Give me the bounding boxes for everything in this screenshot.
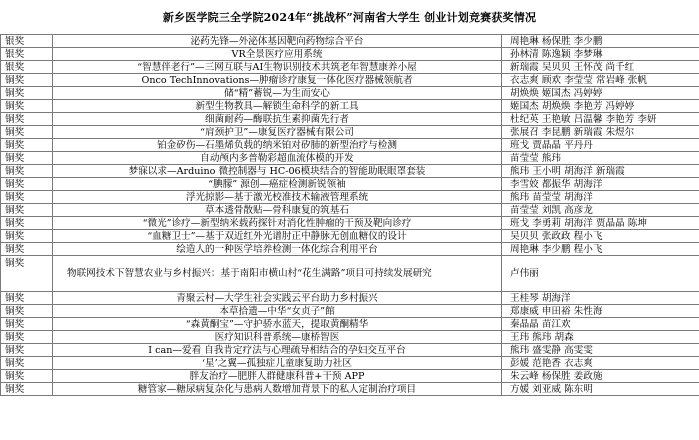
team-members-cell: 秦晶晶 苗江欢 — [502, 318, 699, 331]
award-cell: 铜奖 — [1, 256, 53, 292]
project-name-cell: 梦寐以求—Arduino 微控制器与 HC-06模块结合的智能助眠眼罩套装 — [53, 165, 502, 178]
project-name-cell: 医疗知识科普系统—康桥智医 — [53, 331, 502, 344]
table-row — [1, 383, 699, 396]
team-members-cell: 杜纪英 王艳敏 吕温馨 李艳芳 李妍 — [502, 113, 699, 126]
project-name-cell: 自动颅内多普勒彩超血流体模的开发 — [53, 152, 502, 165]
award-cell: 铜奖 — [1, 165, 53, 178]
team-members-cell: 熊玮 苗莹莹 胡海洋 — [502, 191, 699, 204]
table-row — [1, 178, 699, 191]
table-row — [1, 74, 699, 87]
team-members-cell: 新瑞霞 吴贝贝 王怀茂 尚千红 — [502, 61, 699, 74]
team-members-cell: 班戈 贾晶晶 平丹丹 — [502, 139, 699, 152]
team-members-cell: 熊玮 盛雯静 高雯雯 — [502, 344, 699, 357]
award-cell: 铜奖 — [1, 243, 53, 256]
team-members-cell: 胡焕焕 姬国杰 冯婷婷 — [502, 87, 699, 100]
table-row — [1, 48, 699, 61]
team-members-cell: 苗莹莹 熊玮 — [502, 152, 699, 165]
table-row — [1, 191, 699, 204]
team-members-cell: 苗莹莹 刘凯 高彦龙 — [502, 204, 699, 217]
award-cell: 铜奖 — [1, 230, 53, 243]
award-cell: 铜奖 — [1, 100, 53, 113]
project-name-cell: ‘星’之翼—孤独症儿童康复助力社区 — [53, 357, 502, 370]
award-cell: 铜奖 — [1, 191, 53, 204]
project-name-cell: “肩颈护卫”—康复医疗器械有限公司 — [53, 126, 502, 139]
table-row — [1, 113, 699, 126]
awards-table-body — [1, 35, 699, 396]
project-name-cell: “智慧伴老行”—三网互联与AI生物识别技术共筑老年智慧康养小屋 — [53, 61, 502, 74]
award-cell: 银奖 — [1, 48, 53, 61]
table-row — [1, 126, 699, 139]
project-name-cell: 本草拾遗—中华“女贞子”館 — [53, 305, 502, 318]
awards-table — [0, 34, 699, 396]
award-cell: 铜奖 — [1, 217, 53, 230]
project-name-cell: VR全景医疗应用系统 — [53, 48, 502, 61]
team-members-cell: 周艳琳 杨保胜 李少鹏 — [502, 35, 699, 48]
project-name-cell: 新型生物教具—解锁生命科学的新工具 — [53, 100, 502, 113]
award-cell: 铜奖 — [1, 126, 53, 139]
table-row — [1, 87, 699, 100]
team-members-cell: 孙林清 陈逸颖 李梦琳 — [502, 48, 699, 61]
project-name-cell: 草本透骨散贴—骨科康复的筑基石 — [53, 204, 502, 217]
team-members-cell: 王桂琴 胡海洋 — [502, 292, 699, 305]
award-cell: 铜奖 — [1, 370, 53, 383]
project-name-cell: Onco TechInnovations—肿瘤诊疗康复一体化医疗器械领航者 — [53, 74, 502, 87]
table-row — [1, 35, 699, 48]
table-row — [1, 61, 699, 74]
team-members-cell: 卢伟丽 — [502, 256, 699, 292]
project-name-cell: “腆朦” 源创—癌症检测新锐领袖 — [53, 178, 502, 191]
table-row — [1, 165, 699, 178]
table-row — [1, 139, 699, 152]
table-row — [1, 331, 699, 344]
award-cell: 铜奖 — [1, 292, 53, 305]
award-cell: 铜奖 — [1, 87, 53, 100]
table-row — [1, 357, 699, 370]
project-name-cell: 浮光掠影—基于激光校准技术输液管理系统 — [53, 191, 502, 204]
project-name-cell: 胖友治疗—肥胖人群健康科普+干预 APP — [53, 370, 502, 383]
team-members-cell: 张展召 李昆鹏 新瑞霞 朱煜尔 — [502, 126, 699, 139]
award-cell: 铜奖 — [1, 113, 53, 126]
team-members-cell: 周艳琳 李少鹏 程小飞 — [502, 243, 699, 256]
award-cell: 铜奖 — [1, 178, 53, 191]
table-row — [1, 256, 699, 292]
project-name-cell: “森黄酮宝”—守护骄水蓝天，提取黄酮精华 — [53, 318, 502, 331]
table-row — [1, 100, 699, 113]
award-cell: 铜奖 — [1, 74, 53, 87]
table-row — [1, 305, 699, 318]
project-name-cell: 物联网技术下智慧农业与乡村振兴：基于南阳市横山村“花生满路”项目可持续发展研究 — [53, 256, 502, 292]
team-members-cell: 王玮 熊玮 胡森 — [502, 331, 699, 344]
table-row — [1, 217, 699, 230]
team-members-cell: 熊玮 王小明 胡海洋 新瑞霞 — [502, 165, 699, 178]
award-cell: 铜奖 — [1, 357, 53, 370]
team-members-cell: 衣志爽 顾欢 李莹莹 常岩峰 张帆 — [502, 74, 699, 87]
team-members-cell: 姬国杰 胡焕焕 李艳芳 冯婷婷 — [502, 100, 699, 113]
table-row — [1, 243, 699, 256]
table-row — [1, 292, 699, 305]
table-row — [1, 318, 699, 331]
table-row — [1, 204, 699, 217]
project-name-cell: “血糖卫士”—基于双近红外光谱肘正中静脉无创血糖仪的设计 — [53, 230, 502, 243]
team-members-cell: 吴贝贝 张政政 程小飞 — [502, 230, 699, 243]
team-members-cell: 郑康威 申田裕 朱性海 — [502, 305, 699, 318]
award-cell: 铜奖 — [1, 152, 53, 165]
award-cell: 铜奖 — [1, 204, 53, 217]
project-name-cell: 绘造人的一种医学培养检测一体化综合利用平台 — [53, 243, 502, 256]
award-cell: 铜奖 — [1, 344, 53, 357]
award-cell: 铜奖 — [1, 331, 53, 344]
page-title: 新乡医学院三全学院2024年“挑战杯”河南省大学生 创业计划竞赛获奖情况 — [162, 11, 537, 24]
project-name-cell: 泌药先锋—外泌体基因靶向药物综合平台 — [53, 35, 502, 48]
team-members-cell: 方媛 刘亚威 陈东明 — [502, 383, 699, 396]
project-name-cell: 糖管家—糖尿病复杂化与患病人数增加背景下的私人定制治疗项目 — [53, 383, 502, 396]
award-cell: 银奖 — [1, 61, 53, 74]
team-members-cell: 李雪姣 都振华 胡海洋 — [502, 178, 699, 191]
project-name-cell: I can—爱看 自我肯定疗法与心理疏导相结合的孕妇交互平台 — [53, 344, 502, 357]
table-row — [1, 370, 699, 383]
project-name-cell: 铂金矽伤—石墨烯负载的纳米铂对矽肺的新型治疗与检测 — [53, 139, 502, 152]
project-name-cell: 细菌耐药—酶联抗生素抑菌先行者 — [53, 113, 502, 126]
project-name-cell: 储“精”蓄锐—为生而安心 — [53, 87, 502, 100]
award-cell: 银奖 — [1, 35, 53, 48]
project-name-cell: “微光”诊疗—新型纳米载药探针对消化性肿瘤的干预及靶向诊疗 — [53, 217, 502, 230]
award-cell: 铜奖 — [1, 305, 53, 318]
table-row — [1, 344, 699, 357]
award-cell: 铜奖 — [1, 139, 53, 152]
team-members-cell: 班戈 李勇莉 胡海洋 贾晶晶 陈坤 — [502, 217, 699, 230]
project-name-cell: 青聚云村—大学生社会实践云平台助力乡村振兴 — [53, 292, 502, 305]
award-cell: 铜奖 — [1, 318, 53, 331]
table-row — [1, 230, 699, 243]
team-members-cell: 彭媛 范艳香 衣志爽 — [502, 357, 699, 370]
award-cell: 铜奖 — [1, 383, 53, 396]
team-members-cell: 朱云峰 杨保胜 姜政施 — [502, 370, 699, 383]
table-row — [1, 152, 699, 165]
